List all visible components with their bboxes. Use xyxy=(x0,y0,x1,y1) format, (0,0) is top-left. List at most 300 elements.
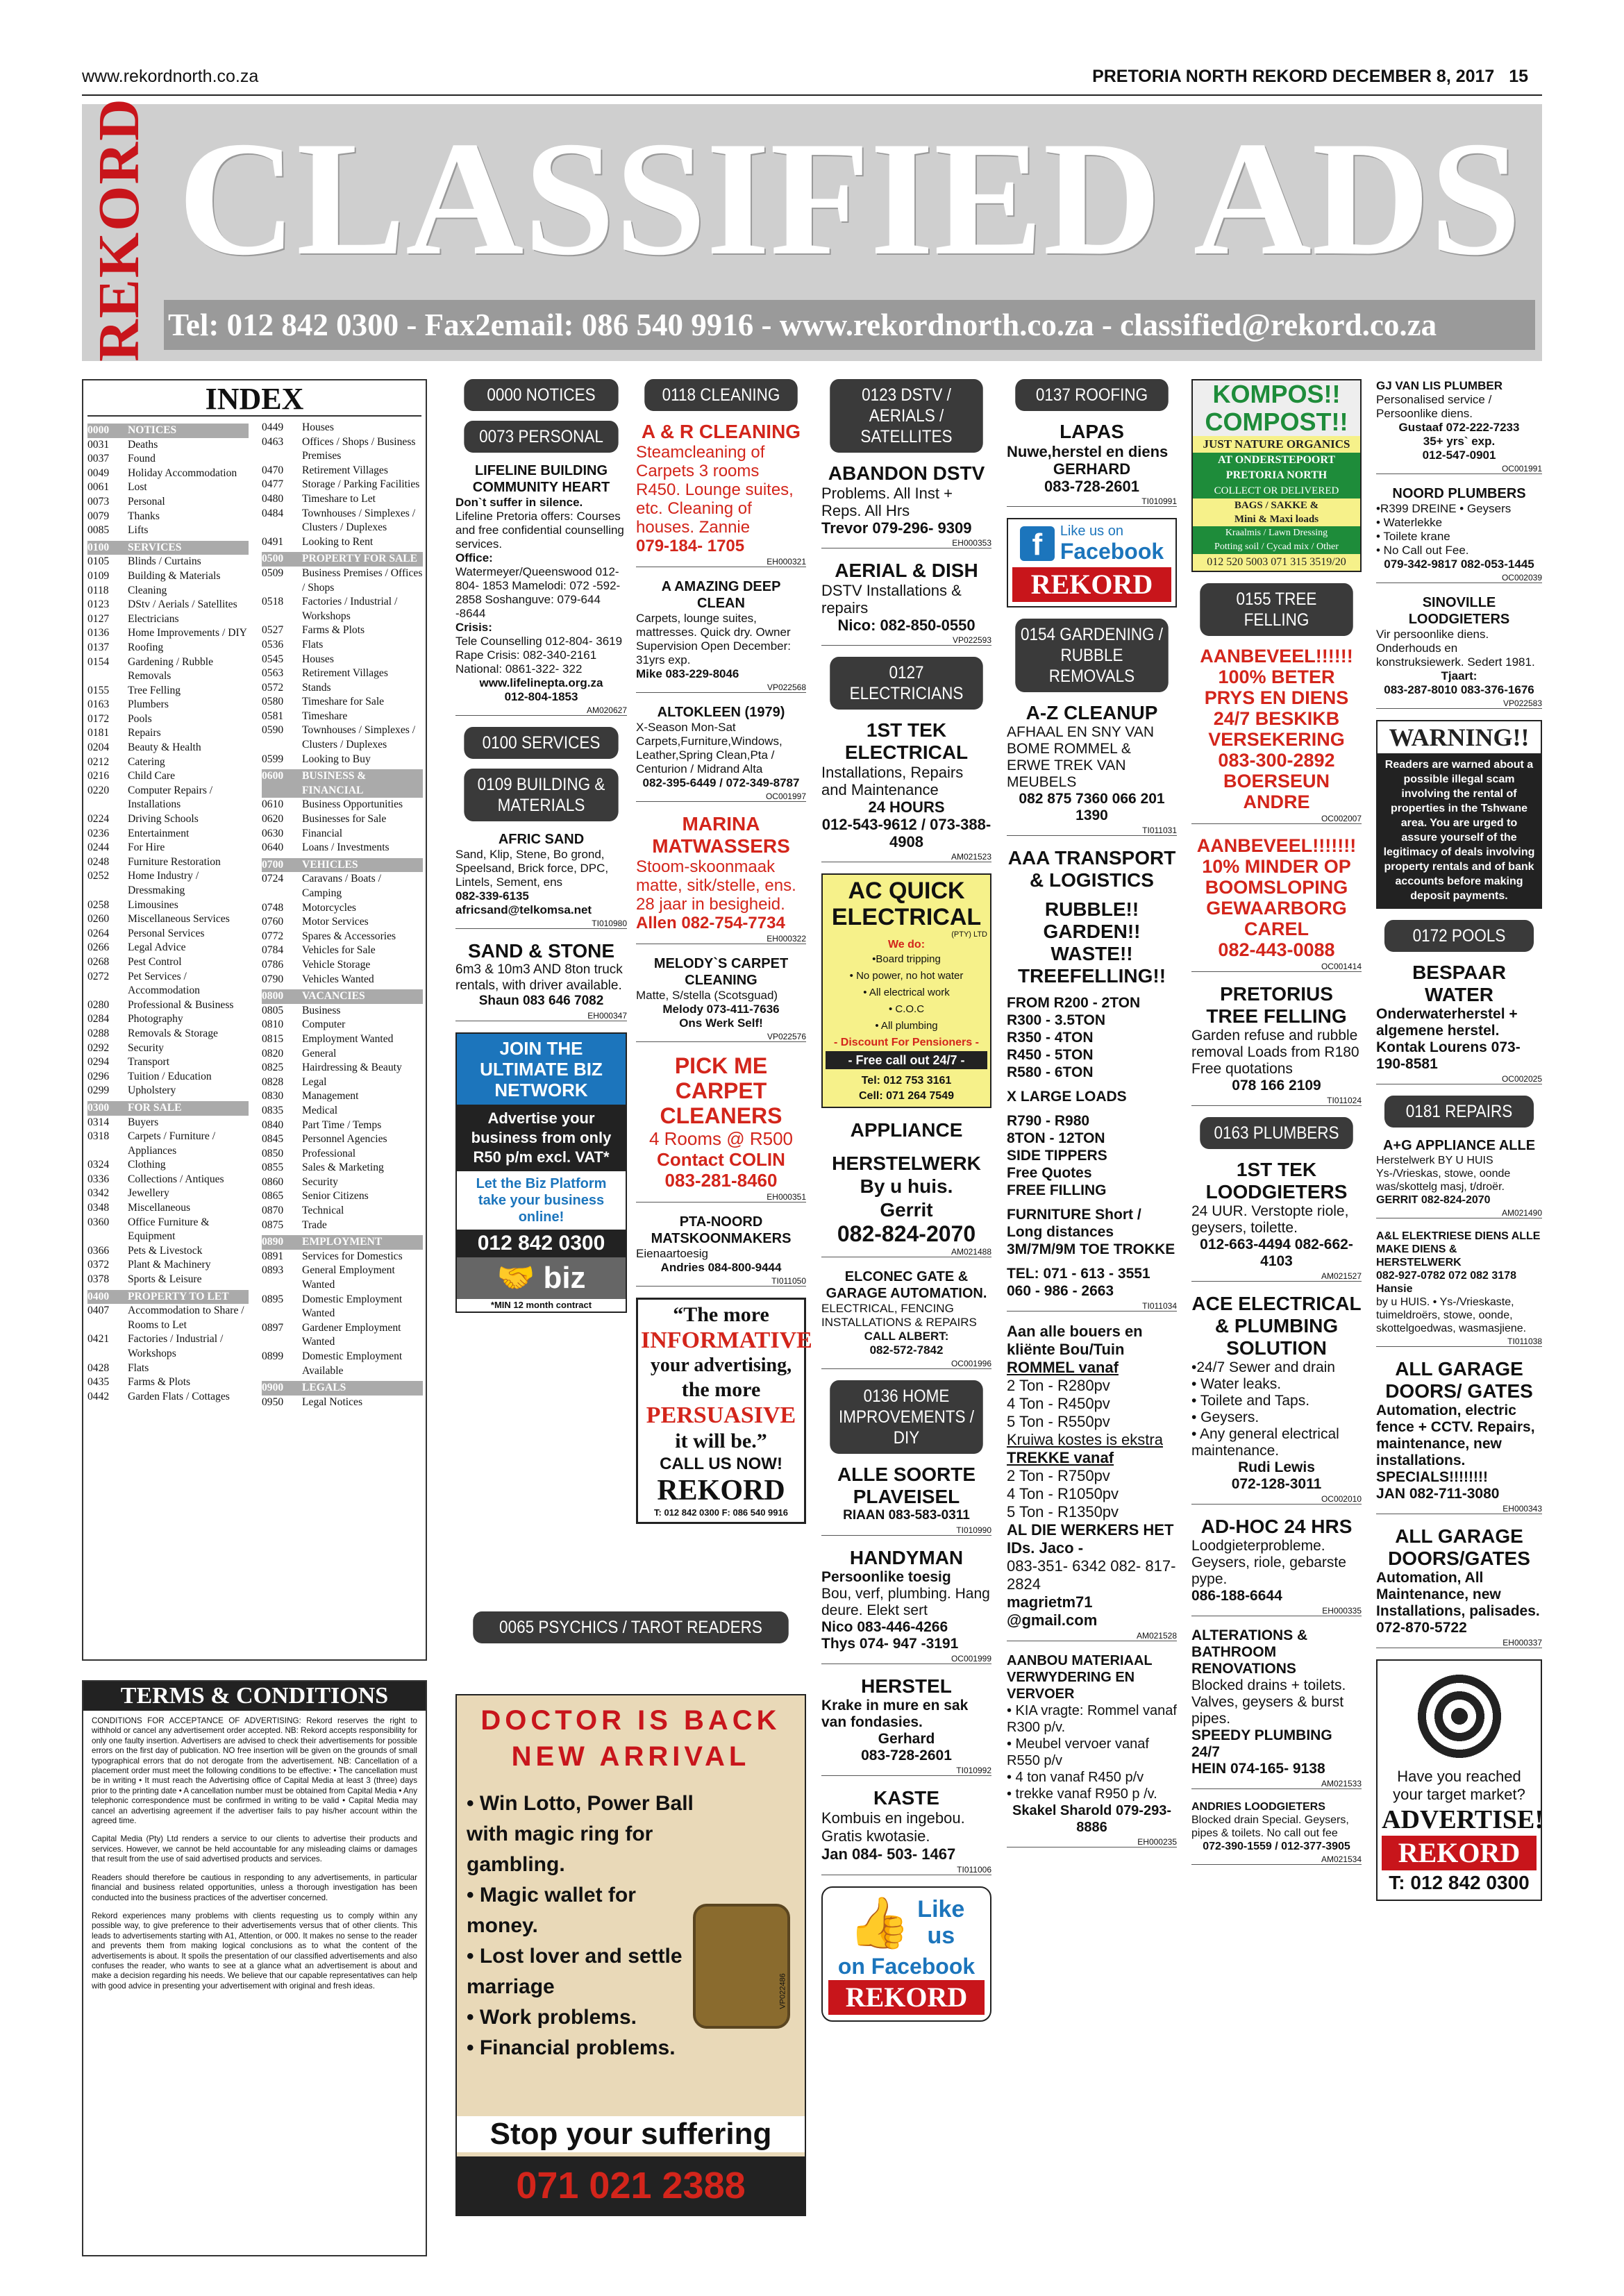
price-item: 4 Ton - R450pv xyxy=(1007,1395,1110,1412)
column-2 xyxy=(636,379,812,1535)
index-code: 0000 xyxy=(87,424,110,436)
index-item xyxy=(87,626,249,641)
index-label: Motor Services xyxy=(302,916,369,928)
ad-sinoville: SINOVILLE LOODGIETERS Vir persoonlike diens. Onderhouds en konstruksiewerk. Sedert 1981. Tjaart: 083-287-8010 083-376-1676 VP022583 xyxy=(1376,595,1542,708)
index-code: 0700 xyxy=(262,858,284,871)
index-label: Technical xyxy=(302,1205,344,1217)
index-label: Personal Services xyxy=(128,927,205,939)
index-label: Management xyxy=(302,1090,359,1103)
index-item xyxy=(87,523,249,538)
index-item xyxy=(262,1061,423,1075)
ad-1st-tek-electrical: 1ST TEK ELECTRICAL Installations, Repairs and Maintenance 24 HOURS 012-543-9612 / 073-388-4908 AM021523 xyxy=(821,719,991,862)
price-item: R580 - 6TON xyxy=(1007,1064,1094,1080)
index-code: 0835 xyxy=(262,1104,284,1116)
index-item xyxy=(87,698,249,712)
index-code: 0828 xyxy=(262,1075,284,1088)
service-item: • All plumbing xyxy=(875,1020,938,1032)
index-label: Thanks xyxy=(128,510,160,522)
index-item xyxy=(262,1075,423,1090)
index-label: Cleaning xyxy=(128,584,167,596)
index-code: 0031 xyxy=(87,438,110,451)
index-code: 0477 xyxy=(262,478,284,491)
index-code: 0748 xyxy=(262,901,284,914)
index-item xyxy=(87,584,249,598)
index-item xyxy=(87,1332,249,1361)
index-code: 0204 xyxy=(87,741,110,754)
price-item: 8TON - 12TON xyxy=(1007,1130,1105,1146)
ad-pick-me: PICK ME CARPET CLEANERS 4 Rooms @ R500 Contact COLIN 083-281-8460 EH000351 xyxy=(636,1053,806,1203)
index-label: Houses xyxy=(302,421,334,433)
index-code: 0061 xyxy=(87,481,110,494)
index-item xyxy=(262,1218,423,1233)
psychic-item: • Financial problems. xyxy=(467,2036,676,2059)
index-code: 0890 xyxy=(262,1236,284,1248)
index-panel xyxy=(82,379,427,1661)
publication-date: PRETORIA NORTH REKORD DECEMBER 8, 2017 xyxy=(1092,67,1495,86)
index-code: 0378 xyxy=(87,1273,110,1286)
index-item xyxy=(87,1055,249,1070)
index-code: 0163 xyxy=(87,698,110,711)
header-rule xyxy=(82,94,1542,96)
index-code: 0224 xyxy=(87,813,110,826)
index-code: 0366 xyxy=(87,1244,110,1257)
index-code: 0820 xyxy=(262,1047,284,1059)
index-label: EMPLOYMENT xyxy=(302,1236,383,1248)
index-code: 0772 xyxy=(262,930,284,942)
ad-aanbeveel-2: AANBEVEEL!!!!!!! 10% MINDER OP BOOMSLOPING GEWAARBORG CAREL 082-443-0088 OC001414 xyxy=(1191,835,1362,972)
index-item xyxy=(262,812,423,827)
ad-noord-plumbers: NOORD PLUMBERS •R399 DREINE • Geysers • Waterlekke • Toilete krane • No Call out Fee. 079-342-9817 082-053-1445 OC002039 xyxy=(1376,486,1542,583)
index-label: Businesses for Sale xyxy=(302,813,387,826)
index-code: 0049 xyxy=(87,467,110,479)
section-header-pools: 0172 POOLS xyxy=(1384,920,1534,952)
index-label: Buyers xyxy=(128,1116,159,1128)
index-item xyxy=(87,841,249,855)
index-code: 0284 xyxy=(87,1013,110,1025)
index-label: Hairdressing & Beauty xyxy=(302,1062,402,1074)
section-header-repairs: 0181 REPAIRS xyxy=(1384,1096,1534,1128)
index-code: 0109 xyxy=(87,569,110,582)
index-item xyxy=(262,1293,423,1321)
index-item xyxy=(87,438,249,453)
ad-appliance: APPLIANCE xyxy=(850,1119,963,1141)
index-item xyxy=(87,1390,249,1405)
index-item xyxy=(262,973,423,987)
index-label: Caravans / Boats / Camping xyxy=(302,873,381,899)
index-item xyxy=(87,1084,249,1098)
index-label: Driving Schools xyxy=(128,813,199,826)
index-section xyxy=(262,769,423,798)
index-item xyxy=(87,655,249,684)
index-label: FOR SALE xyxy=(128,1101,182,1114)
index-label: Offices / Shops / Business Premises xyxy=(302,435,416,462)
ad-herstel: HERSTEL Krake in mure en sak van fondasies. Gerhard 083-728-2601 TI010992 xyxy=(821,1675,991,1775)
rekord-logo: REKORD xyxy=(657,1475,785,1507)
index-label: General Employment Wanted xyxy=(302,1264,395,1291)
page-title: CLASSIFIED ADS xyxy=(178,108,1521,290)
index-label: BUSINESS & FINANCIAL xyxy=(302,770,367,796)
index-label: Pest Control xyxy=(128,955,182,968)
index-label: Holiday Accommodation xyxy=(128,467,237,479)
index-code: 0518 xyxy=(262,596,284,608)
ad-lapas: LAPAS Nuwe,herstel en diens GERHARD 083-728-2601 TI010991 xyxy=(1007,421,1177,506)
ad-alterations: ALTERATIONS & BATHROOM RENOVATIONS Blocked drains + toilets. Valves, geysers & burst pipes. SPEEDY PLUMBING 24/7 HEIN 074-165- 9138 AM021533 xyxy=(1191,1627,1362,1788)
index-code: 0810 xyxy=(262,1019,284,1031)
index-label: Accommodation to Share / Rooms to Let xyxy=(128,1305,244,1331)
index-item xyxy=(87,912,249,927)
index-label: Legal Notices xyxy=(302,1396,363,1408)
index-section xyxy=(87,541,249,555)
index-item xyxy=(87,510,249,524)
index-label: DStv / Aerials / Satellites xyxy=(128,598,237,611)
index-code: 0800 xyxy=(262,990,284,1003)
index-item xyxy=(262,1147,423,1162)
index-label: LEGALS xyxy=(302,1382,346,1394)
index-item xyxy=(262,710,423,724)
index-code: 0127 xyxy=(87,612,110,625)
index-item xyxy=(87,784,249,812)
index-item xyxy=(87,1158,249,1173)
ad-afric-sand: AFRIC SAND Sand, Klip, Stene, Bo grond, Speelsand, Brick force, DPC, Lintels, Sement, ens 082-339-6135 africsand@telkomsa.net TI010980 xyxy=(455,832,627,928)
index-label: Houses xyxy=(302,653,334,665)
index-label: Motorcycles xyxy=(302,901,356,914)
index-item xyxy=(262,421,423,435)
index-code: 0266 xyxy=(87,941,110,954)
service-item: • Meubel vervoer vanaf R550 p/v xyxy=(1007,1736,1149,1768)
index-item xyxy=(262,1089,423,1104)
ad-a-r-cleaning: A & R CLEANING Steamcleaning of Carpets 3 rooms R450. Lounge suites, etc. Cleaning of houses. Zannie 079-184- 1705 EH000321 xyxy=(636,421,806,567)
index-label: Professional xyxy=(302,1147,356,1159)
terms-panel xyxy=(82,1680,427,2256)
index-label: Lifts xyxy=(128,524,149,537)
index-code: 0435 xyxy=(87,1376,110,1389)
ad-bespaar-water: BESPAAR WATER Onderwaterherstel + algemene herstel. Kontak Lourens 073-190-8581 OC002025 xyxy=(1376,962,1542,1084)
index-item xyxy=(87,1244,249,1259)
index-code: 0264 xyxy=(87,927,110,939)
index-label: Tree Felling xyxy=(128,684,181,696)
index-code: 0599 xyxy=(262,753,284,765)
psychic-item: • Magic wallet for money. xyxy=(467,1884,636,1937)
index-code: 0760 xyxy=(262,916,284,928)
index-item xyxy=(262,1189,423,1204)
index-label: Spares & Accessories xyxy=(302,930,396,942)
index-label: Looking to Rent xyxy=(302,535,374,548)
index-label: Townhouses / Simplexes / Clusters / Duplexes xyxy=(302,507,416,534)
index-label: Miscellaneous Services xyxy=(128,913,230,925)
service-item: • Toilete and Taps. xyxy=(1191,1393,1310,1409)
index-item xyxy=(87,827,249,841)
service-item: •Board tripping xyxy=(872,953,941,965)
index-item xyxy=(87,1361,249,1376)
index-item xyxy=(262,723,423,752)
index-code: 0500 xyxy=(262,553,284,565)
index-item xyxy=(262,681,423,696)
index-code: 0280 xyxy=(87,998,110,1011)
service-item: • All electrical work xyxy=(863,987,950,998)
index-code: 0296 xyxy=(87,1070,110,1082)
section-header-cleaning: 0118 CLEANING xyxy=(644,379,798,411)
index-label: Building & Materials xyxy=(128,569,221,582)
psychic-list xyxy=(467,1788,696,2063)
index-label: VEHICLES xyxy=(302,858,358,871)
index-code: 0268 xyxy=(87,955,110,968)
index-label: Blinds / Curtains xyxy=(128,555,201,568)
index-code: 0037 xyxy=(87,453,110,465)
index-item xyxy=(87,898,249,913)
index-label: Legal Advice xyxy=(128,941,186,954)
index-label: Photography xyxy=(128,1013,183,1025)
index-item xyxy=(262,623,423,638)
index-item xyxy=(87,1070,249,1084)
index-label: Timeshare to Let xyxy=(302,492,376,505)
index-item xyxy=(87,612,249,627)
index-code: 0897 xyxy=(262,1321,284,1334)
index-code: 0865 xyxy=(262,1190,284,1203)
index-label: Retirement Villages xyxy=(302,464,388,476)
index-item xyxy=(87,712,249,727)
like-us-facebook-ad[interactable]: 👍 Like us on Facebook REKORD xyxy=(821,1886,991,2022)
index-item xyxy=(262,478,423,492)
index-code: 0252 xyxy=(87,870,110,882)
section-header-home-improvements: 0136 HOME IMPROVEMENTS / DIY xyxy=(830,1380,983,1454)
index-code: 0181 xyxy=(87,727,110,739)
index-item xyxy=(87,769,249,784)
ring-image xyxy=(693,1904,790,2029)
index-label: Home Improvements / DIY xyxy=(128,627,247,639)
index-code: 0590 xyxy=(262,724,284,737)
ad-aanbeveel-1: AANBEVEEL!!!!!! 100% BETER PRYS EN DIENS 24/7 BESKIKB VERSEKERING 083-300-2892 BOERSEUN ANDRE OC002007 xyxy=(1191,646,1362,824)
index-label: Roofing xyxy=(128,641,164,653)
index-label: Pools xyxy=(128,712,152,725)
index-code: 0950 xyxy=(262,1396,284,1408)
ad-gj-van-lis: GJ VAN LIS PLUMBER Personalised service / Persoonlike diens. Gustaaf 072-222-7233 35+ yrs` exp. 012-547-0901 OC001991 xyxy=(1376,379,1542,474)
ad-sand-stone: SAND & STONE 6m3 & 10m3 AND 8ton truck rentals, with driver available. Shaun 083 646 7082 EH000347 xyxy=(455,940,627,1021)
index-label: Domestic Employment Wanted xyxy=(302,1293,403,1320)
index-code: 0484 xyxy=(262,507,284,519)
index-code: 0891 xyxy=(262,1250,284,1262)
service-item: • Waterlekke xyxy=(1376,516,1443,529)
section-header-gardening: 0154 GARDENING / RUBBLE REMOVALS xyxy=(1015,619,1169,692)
index-label: Looking to Buy xyxy=(302,753,371,765)
index-label: Stands xyxy=(302,681,331,694)
section-header-plumbers: 0163 PLUMBERS xyxy=(1200,1117,1353,1149)
index-label: PROPERTY TO LET xyxy=(128,1290,229,1302)
ad-marina: MARINA MATWASSERS Stoom-skoonmaak matte, sitk/stelle, ens. 28 jaar in besigheid. Allen 082-754-7734 EH000322 xyxy=(636,813,806,944)
index-item xyxy=(262,1161,423,1175)
index-code: 0118 xyxy=(87,584,109,596)
index-label: Home Industry / Dressmaking xyxy=(128,870,199,896)
index-label: Furniture Restoration xyxy=(128,855,221,868)
index-code: 0470 xyxy=(262,464,284,476)
index-code: 0509 xyxy=(262,567,284,579)
index-label: Vehicle Storage xyxy=(302,958,371,971)
index-code: 0421 xyxy=(87,1333,110,1346)
index-item xyxy=(87,927,249,941)
index-code: 0400 xyxy=(87,1290,110,1302)
index-code: 0100 xyxy=(87,541,110,553)
column-6 xyxy=(1376,379,1542,1912)
index-label: Personal xyxy=(128,495,165,508)
price-item: 2 Ton - R280pv xyxy=(1007,1377,1110,1394)
index-label: Domestic Employment Available xyxy=(302,1350,403,1377)
price-item: R790 - R980 xyxy=(1007,1113,1090,1129)
index-item xyxy=(262,1350,423,1378)
ad-aerial-dish: AERIAL & DISH DSTV Installations & repairs Nico: 082-850-0550 VP022593 xyxy=(821,560,991,645)
index-item xyxy=(262,507,423,535)
index-label: Personnel Agencies xyxy=(302,1133,387,1146)
index-code: 0463 xyxy=(262,435,284,448)
rekord-logo: REKORD xyxy=(1012,567,1171,602)
ad-ace-electrical: ACE ELECTRICAL & PLUMBING SOLUTION •24/7 Sewer and drain • Water leaks. • Toilete and Taps. • Geysers. • Any general electrical maintenance. Rudi Lewis 072-128-3011 OC002010 xyxy=(1191,1293,1362,1504)
index-code: 0527 xyxy=(262,624,284,637)
ad-altokleen: ALTOKLEEN (1979) X-Season Mon-Sat Carpets,Furniture,Windows, Leather,Spring Clean,Pta / Centurion / Midrand Alta 082-395-6449 / 072-349-8787 OC001997 xyxy=(636,705,806,801)
target-icon xyxy=(1411,1668,1508,1765)
index-label: Sales & Marketing xyxy=(302,1162,384,1174)
index-item xyxy=(87,970,249,998)
psychic-headline: DOCTOR IS BACK NEW ARRIVAL xyxy=(480,1705,781,1772)
index-code: 0790 xyxy=(262,973,284,985)
index-code: 0372 xyxy=(87,1259,110,1271)
ad-amazing-deep-clean: A AMAZING DEEP CLEAN Carpets, lounge suites, mattresses. Quick dry. Owner Supervision Open December: 31yrs exp. Mike 083-229-8046 VP022568 xyxy=(636,579,806,692)
index-item xyxy=(87,941,249,955)
index-label: Limousines xyxy=(128,898,178,911)
index-item xyxy=(87,855,249,870)
index-item xyxy=(262,753,423,767)
index-code: 0244 xyxy=(87,841,110,854)
index-label: Pets & Livestock xyxy=(128,1244,203,1257)
index-code: 0079 xyxy=(87,510,110,522)
index-item xyxy=(87,1027,249,1041)
index-item xyxy=(87,684,249,698)
index-label: Farms & Plots xyxy=(302,624,365,637)
index-label: Senior Citizens xyxy=(302,1190,369,1203)
index-code: 0900 xyxy=(262,1382,284,1394)
index-label: Factories / Industrial / Workshops xyxy=(302,596,398,622)
index-code: 0870 xyxy=(262,1205,284,1217)
service-item: • Geysers. xyxy=(1191,1409,1259,1425)
site-url[interactable]: www.rekordnorth.co.za xyxy=(82,67,259,86)
rekord-logo: REKORD xyxy=(828,1980,985,2015)
index-code: 0123 xyxy=(87,598,110,611)
section-header-dstv: 0123 DSTV / AERIALS / SATELLITES xyxy=(830,379,983,453)
index-code: 0830 xyxy=(262,1090,284,1103)
index-section xyxy=(262,1235,423,1250)
ad-all-garage-doors-2: ALL GARAGE DOORS/GATES Automation, All Maintenance, new Installations, palisades. 072-870-5722 EH000337 xyxy=(1376,1525,1542,1648)
price-item: 5 Ton - R550pv xyxy=(1007,1413,1110,1430)
index-code: 0815 xyxy=(262,1032,284,1045)
index-section xyxy=(262,1381,423,1396)
index-code: 0580 xyxy=(262,696,284,708)
index-item xyxy=(262,901,423,916)
index-label: Found xyxy=(128,453,156,465)
index-code: 0850 xyxy=(262,1147,284,1159)
index-code: 0300 xyxy=(87,1101,110,1114)
terms-paragraph: CONDITIONS FOR ACCEPTANCE OF ADVERTISING: Rekord reserves the right to withhold or cancel any advertisement order accepted. NB: Rekord accepts responsibility for only one faulty insertion. Advertisers are advised to check their advertisements for possible errors on the first day of publication. NO free insertion will be given on the grounds of small typographical errors that do not derogate from the advertisement. NB: Cancellation of a placement order must meet the following conditions to be effective: • The cancellation must be in writing • It must reach the Advertising office of Capital Media at least 3 (three) days prior to the printing date • A cancellation number must be obtained from Capital Media • Any telephonic correspondence must be confirmed in writing to be valid • Capital Media may cancel an advertising agreement if the advertiser fails to pay his/her account within the agreed time. xyxy=(92,1716,417,1826)
ad-andries: ANDRIES LOODGIETERS Blocked drain Special. Geysers, pipes & toilets. No call out fee 072-390-1559 / 012-377-3905 AM021534 xyxy=(1191,1801,1362,1864)
index-item xyxy=(87,452,249,467)
index-code: 0407 xyxy=(87,1305,110,1317)
index-code: 0154 xyxy=(87,655,110,668)
index-code: 0136 xyxy=(87,627,110,639)
index-code: 0875 xyxy=(262,1218,284,1231)
index-label: Garden Flats / Cottages xyxy=(128,1390,230,1402)
index-label: Gardening / Rubble Removals xyxy=(128,655,213,682)
index-label: Pet Services / Accommodation xyxy=(128,970,200,997)
index-code: 0860 xyxy=(262,1175,284,1188)
ad-kaste: KASTE Kombuis en ingebou. Gratis kwotasie. Jan 084- 503- 1467 TI011006 xyxy=(821,1786,991,1875)
index-item xyxy=(87,869,249,898)
index-item xyxy=(262,1175,423,1190)
index-item xyxy=(87,812,249,827)
index-code: 0630 xyxy=(262,827,284,839)
contact-bar: Tel: 012 842 0300 - Fax2email: 086 540 9916 - www.rekordnorth.co.za - classified@rekord.co.za xyxy=(164,300,1535,350)
index-item xyxy=(87,1273,249,1287)
index-label: For Hire xyxy=(128,841,165,854)
column-1 xyxy=(455,379,627,1324)
index-item xyxy=(262,492,423,507)
index-label: Security xyxy=(128,1041,164,1054)
price-item: SIDE TIPPERS xyxy=(1007,1148,1107,1164)
index-item xyxy=(262,915,423,930)
ad-elconec: ELCONEC GATE & GARAGE AUTOMATION. ELECTRICAL, FENCING INSTALLATIONS & REPAIRS CALL ALBERT: 082-572-7842 OC001996 xyxy=(821,1269,991,1368)
index-label: Child Care xyxy=(128,770,175,782)
index-label: Computer xyxy=(302,1019,346,1031)
index-code: 0786 xyxy=(262,958,284,971)
biz-network-ad: JOIN THE ULTIMATE BIZ NETWORK Advertise your business from only R50 p/m excl. VAT* Let the Biz Platform take your business online! 012 842 0300 🤝 biz *MIN 12 month contract xyxy=(455,1032,627,1313)
section-header-notices: 0000 NOTICES xyxy=(464,379,618,411)
index-code: 0620 xyxy=(262,813,284,826)
index-item xyxy=(87,641,249,655)
ad-lifeline: LIFELINE BUILDING COMMUNITY HEART Don`t suffer in silence. Lifeline Pretoria offers: Courses and free confidential counselling services. Office: Watermeyer/Queenswood 012-804- 1853 Mamelodi: 072 -592-2858 Soshanguve: 079-644 -8644 Crisis: Tele Counselling 012-804- 3619 Rape Crisis: 082-340-2161 National: 0861-322- 322 www.lifelinepta.org.za 012-804-1853 AM020627 xyxy=(455,463,627,715)
index-code: 0318 xyxy=(87,1130,110,1143)
index-section xyxy=(87,424,249,438)
index-section xyxy=(87,1101,249,1116)
index-code: 0212 xyxy=(87,755,110,768)
page-number: 15 xyxy=(1509,67,1528,86)
facebook-ad[interactable]: f Like us on Facebook REKORD xyxy=(1007,518,1177,607)
index-code: 0600 xyxy=(262,770,284,782)
service-item: • trekke vanaf R950 p /v. xyxy=(1007,1786,1157,1802)
index-code: 0895 xyxy=(262,1293,284,1305)
index-code: 0258 xyxy=(87,898,110,911)
ad-ag-appliance: A+G APPLIANCE ALLE Herstelwerk BY U HUIS Ys-/Vrieskas, stowe, oonde was/skottelg masj, t/droër. GERRIT 082-824-2070 AM021490 xyxy=(1376,1138,1542,1218)
index-label: Catering xyxy=(128,755,165,768)
index-label: Farms & Plots xyxy=(128,1376,191,1389)
index-item xyxy=(262,1104,423,1118)
index-label: Lost xyxy=(128,481,147,494)
index-item xyxy=(87,755,249,770)
index-item xyxy=(262,1047,423,1062)
index-label: SERVICES xyxy=(128,541,182,553)
index-code: 0840 xyxy=(262,1118,284,1131)
ad-aaa-transport: AAA TRANSPORT & LOGISTICS RUBBLE!! GARDEN!! WASTE!! TREEFELLING!! FROM R200 - 2TON R300 - 3.5TON R350 - 4TON R450 - 5TON R580 - 6TON X LARGE LOADS R790 - R980 8TON - 12TON SIDE TIPPERS Free Quotes FREE FILLING FURNITURE Short / Long distances 3M/7M/9M TOE TROKKE TEL: 071 - 613 - 3551 060 - 986 - 2663 TI011034 xyxy=(1007,847,1177,1311)
index-code: 0491 xyxy=(262,535,284,548)
index-label: Flats xyxy=(302,638,324,651)
index-code: 0073 xyxy=(87,495,110,508)
index-label: NOTICES xyxy=(128,424,177,436)
index-label: Loans / Investments xyxy=(302,841,390,854)
ad-abandon-dstv: ABANDON DSTV Problems. All Inst + Reps. All Hrs Trevor 079-296- 9309 EH000353 xyxy=(821,462,991,548)
index-code: 0640 xyxy=(262,841,284,854)
index-item xyxy=(87,480,249,495)
index-label: Transport xyxy=(128,1056,170,1069)
service-item: • Water leaks. xyxy=(1191,1376,1282,1392)
handshake-icon: 🤝 xyxy=(496,1260,544,1295)
psychic-phone: 071 021 2388 xyxy=(457,2156,805,2215)
index-item xyxy=(87,598,249,612)
index-label: Part Time / Temps xyxy=(302,1118,382,1131)
section-header-building: 0109 BUILDING & MATERIALS xyxy=(464,769,618,821)
